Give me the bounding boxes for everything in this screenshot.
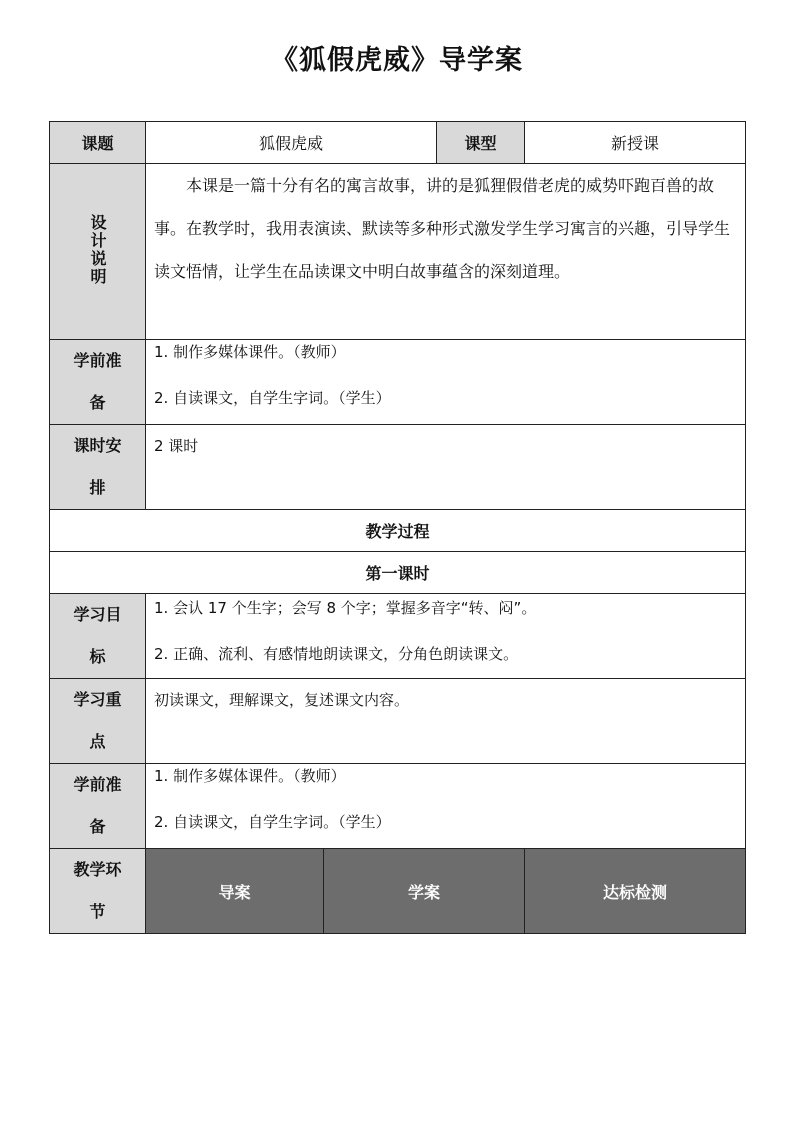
prep2-label: 学前准备: [50, 764, 146, 849]
prep-item: 1. 制作多媒体课件。（教师）: [154, 343, 346, 361]
design-label-cell: [50, 164, 146, 340]
column-guide: 导案: [146, 849, 324, 934]
prep2-item: 1. 制作多媒体课件。（教师）: [154, 767, 346, 785]
design-row: [50, 164, 746, 340]
stage-row: [50, 849, 746, 934]
document-title: 《狐假虎威》导学案: [271, 45, 523, 76]
goal-item: 1. 会认 17 个生字；会写 8 个字；掌握多音字“转、闷”。: [154, 599, 537, 617]
stage-label: 教学环节: [50, 849, 146, 934]
lesson-title-row: [50, 122, 746, 164]
prep-list: [146, 340, 746, 425]
lesson-title-value: 狐假虎威: [146, 122, 437, 164]
prep-label: 学前准备: [50, 340, 146, 425]
column-check: 达标检测: [525, 849, 746, 934]
process-heading-row: [50, 510, 746, 552]
goals-row: [50, 594, 746, 679]
goals-label: 学习目标: [50, 594, 146, 679]
column-study: 学案: [324, 849, 525, 934]
lesson-type-value: 新授课: [525, 122, 746, 164]
lesson-plan-table: [49, 121, 746, 934]
focus-row: [50, 679, 746, 764]
schedule-row: [50, 425, 746, 510]
prep2-row: [50, 764, 746, 849]
prep2-list: [146, 764, 746, 849]
goals-list: [146, 594, 746, 679]
focus-label: 学习重点: [50, 679, 146, 764]
lesson-type-label: 课型: [437, 122, 525, 164]
schedule-value: 2 课时: [146, 425, 746, 510]
goal-item: 2. 正确、流利、有感情地朗读课文，分角色朗读课文。: [154, 645, 519, 663]
period-heading: 第一课时: [50, 552, 746, 594]
prep-item: 2. 自读课文，自学生字词。（学生）: [154, 389, 391, 407]
prep-row: [50, 340, 746, 425]
design-text: 本课是一篇十分有名的寓言故事，讲的是狐狸假借老虎的威势吓跑百兽的故事。在教学时，我用表演读、默读等多种形式激发学生学习寓言的兴趣，引导学生读文悟情，让学生在品读课文中明白故事蕴含的深刻道理。: [146, 164, 746, 340]
prep2-item: 2. 自读课文，自学生字词。（学生）: [154, 813, 391, 831]
period-heading-row: [50, 552, 746, 594]
design-label: 设计说明: [88, 213, 107, 286]
focus-value: 初读课文，理解课文，复述课文内容。: [146, 679, 746, 764]
process-heading: 教学过程: [50, 510, 746, 552]
lesson-title-label: 课题: [50, 122, 146, 164]
schedule-label: 课时安排: [50, 425, 146, 510]
